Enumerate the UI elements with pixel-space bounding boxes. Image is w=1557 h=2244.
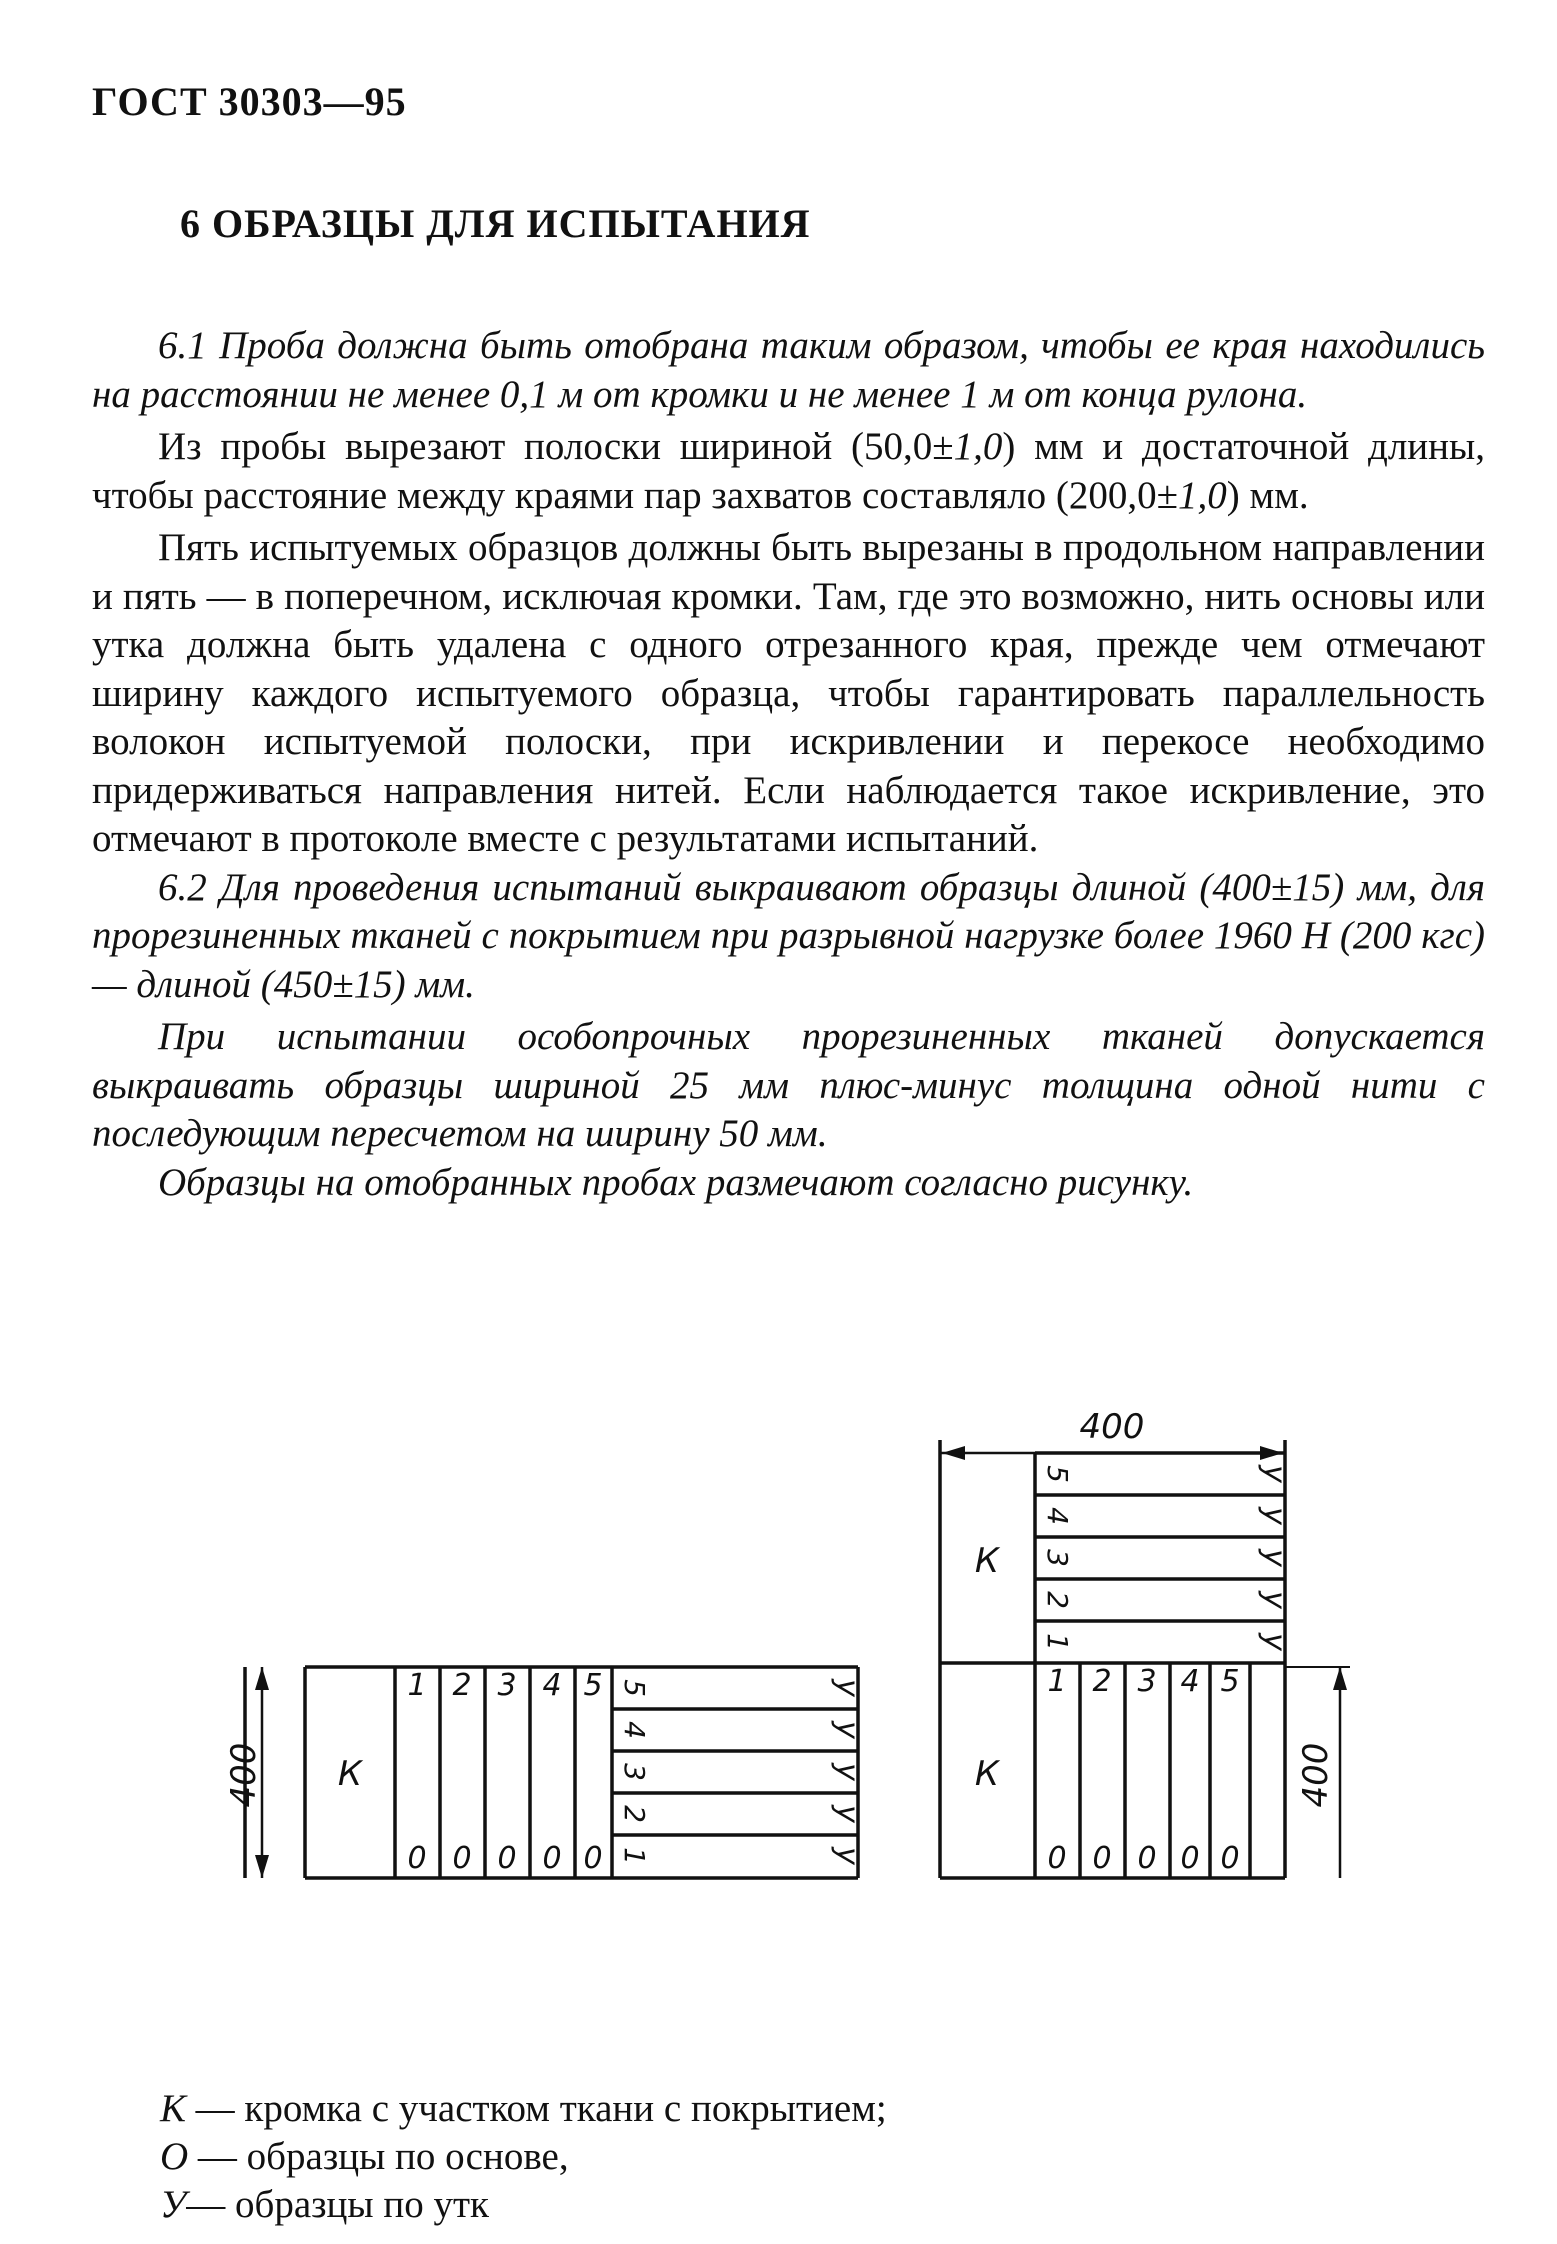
tolerance-value: 1,0 bbox=[1178, 473, 1227, 517]
warp-label: 0 bbox=[1220, 1841, 1240, 1876]
weft-number: 4 bbox=[1041, 1507, 1074, 1525]
warp-label: 0 bbox=[1137, 1841, 1157, 1876]
legend-item-weft bbox=[160, 2181, 887, 2229]
weft-label: у bbox=[1257, 1633, 1292, 1651]
weft-number: 3 bbox=[618, 1763, 651, 1781]
dimension-label-top: 400 bbox=[1079, 1407, 1145, 1447]
legend-text: — образцы по утк bbox=[186, 2183, 489, 2226]
warp-label: 0 bbox=[1180, 1841, 1200, 1876]
warp-label: 0 bbox=[1092, 1841, 1112, 1876]
weft-label: у bbox=[1257, 1591, 1292, 1609]
dimension-label-right: 400 bbox=[1296, 1742, 1336, 1808]
paragraph-6-1: 6.1 Проба должна быть отобрана таким образом, чтобы ее края находились на расстоянии не менее 0,1 м от кромки и не менее 1 м от конца рулона. bbox=[92, 324, 1485, 416]
figure-legend bbox=[160, 2085, 887, 2229]
paragraph-6-2: 6.2 Для проведения испытаний выкраивают образцы длиной (400±15) мм, для прорезиненных тканей с покрытием при разрывной нагрузке более 1960 Н (200 кгс) — длиной (450±15) мм. bbox=[92, 865, 1485, 1006]
weft-label: у bbox=[830, 1763, 865, 1781]
dimension-label-left: 400 bbox=[224, 1742, 264, 1808]
weft-number: 1 bbox=[1041, 1633, 1074, 1651]
paragraph-high-strength: При испытании особопрочных прорезиненных тканей допускается выкраивать образцы шириной 25 мм плюс-минус толщина одной нити с последующим пересчетом на ширину 50 мм. bbox=[92, 1015, 1485, 1155]
warp-number: 1 bbox=[1047, 1664, 1067, 1699]
paragraph-figure-ref: Образцы на отобранных пробах размечают согласно рисунку. bbox=[158, 1160, 1194, 1204]
legend-key: У bbox=[160, 2183, 187, 2226]
weft-label: у bbox=[830, 1805, 865, 1823]
warp-number: 5 bbox=[1220, 1664, 1240, 1699]
specimen-layout-figure bbox=[0, 1350, 1557, 2080]
warp-label: 0 bbox=[407, 1841, 427, 1876]
weft-number: 5 bbox=[1041, 1465, 1074, 1483]
legend-item-selvage bbox=[160, 2085, 887, 2133]
document-header: ГОСТ 30303—95 bbox=[92, 79, 407, 124]
weft-label: у bbox=[830, 1721, 865, 1739]
weft-label: у bbox=[830, 1847, 865, 1865]
legend-text: — кромка с участком ткани с покрытием; bbox=[185, 2087, 887, 2130]
paragraph-strip-width bbox=[92, 423, 1485, 520]
selvage-label-right-top: К bbox=[974, 1541, 1000, 1581]
weft-number: 2 bbox=[618, 1805, 651, 1823]
warp-number: 4 bbox=[1180, 1664, 1200, 1699]
warp-number: 3 bbox=[497, 1668, 517, 1703]
tolerance-value: 1,0 bbox=[953, 425, 1003, 468]
section-title: 6 ОБРАЗЦЫ ДЛЯ ИСПЫТАНИЯ bbox=[180, 201, 811, 246]
warp-number: 2 bbox=[1092, 1664, 1112, 1699]
weft-label: у bbox=[1257, 1549, 1292, 1567]
warp-label: 0 bbox=[1047, 1841, 1067, 1876]
warp-number: 5 bbox=[583, 1668, 603, 1703]
weft-number: 3 bbox=[1041, 1549, 1074, 1567]
weft-number: 1 bbox=[618, 1847, 651, 1865]
warp-number: 4 bbox=[542, 1668, 562, 1703]
weft-label: у bbox=[1257, 1507, 1292, 1525]
legend-key: О bbox=[160, 2135, 189, 2178]
warp-label: 0 bbox=[583, 1841, 603, 1876]
legend-key: К bbox=[160, 2087, 186, 2130]
legend-text: — образцы по основе, bbox=[188, 2135, 569, 2178]
warp-label: 0 bbox=[542, 1841, 562, 1876]
weft-number: 4 bbox=[618, 1721, 651, 1739]
weft-label: у bbox=[1257, 1465, 1292, 1483]
paragraph-strip-width-part: ) мм. bbox=[1226, 473, 1309, 517]
warp-number: 1 bbox=[407, 1668, 427, 1703]
warp-label: 0 bbox=[452, 1841, 472, 1876]
warp-label: 0 bbox=[497, 1841, 517, 1876]
legend-item-warp bbox=[160, 2133, 887, 2181]
section-text bbox=[92, 322, 1485, 1207]
weft-number: 2 bbox=[1041, 1591, 1074, 1609]
paragraph-strip-width-part: ) мм и достаточной длины, чтобы расстояние между краями пар захватов составляло (200,0± bbox=[92, 425, 1485, 517]
warp-number: 2 bbox=[452, 1668, 472, 1703]
selvage-label-left: К bbox=[337, 1754, 363, 1794]
paragraph-specimen-cutting: Пять испытуемых образцов должны быть вырезаны в продольном направлении и пять — в поперечном, исключая кромки. Там, где это возможно, нить основы или утка должна быть удалена с одного отрезанного края, прежде чем отмечают ширину каждого испытуемого образца, чтобы гарантировать параллельность волокон испытуемой полоски, при искривлении и перекосе необходимо придерживаться направления нитей. Если наблюдается такое искривление, это отмечают в протоколе вместе с результатами испытаний. bbox=[92, 526, 1485, 860]
paragraph-strip-width-part: Из пробы вырезают полоски шириной (50,0± bbox=[158, 425, 954, 468]
weft-label: у bbox=[830, 1679, 865, 1697]
warp-number: 3 bbox=[1137, 1664, 1157, 1699]
selvage-label-right-bottom: К bbox=[974, 1754, 1000, 1794]
weft-number: 5 bbox=[618, 1679, 651, 1697]
